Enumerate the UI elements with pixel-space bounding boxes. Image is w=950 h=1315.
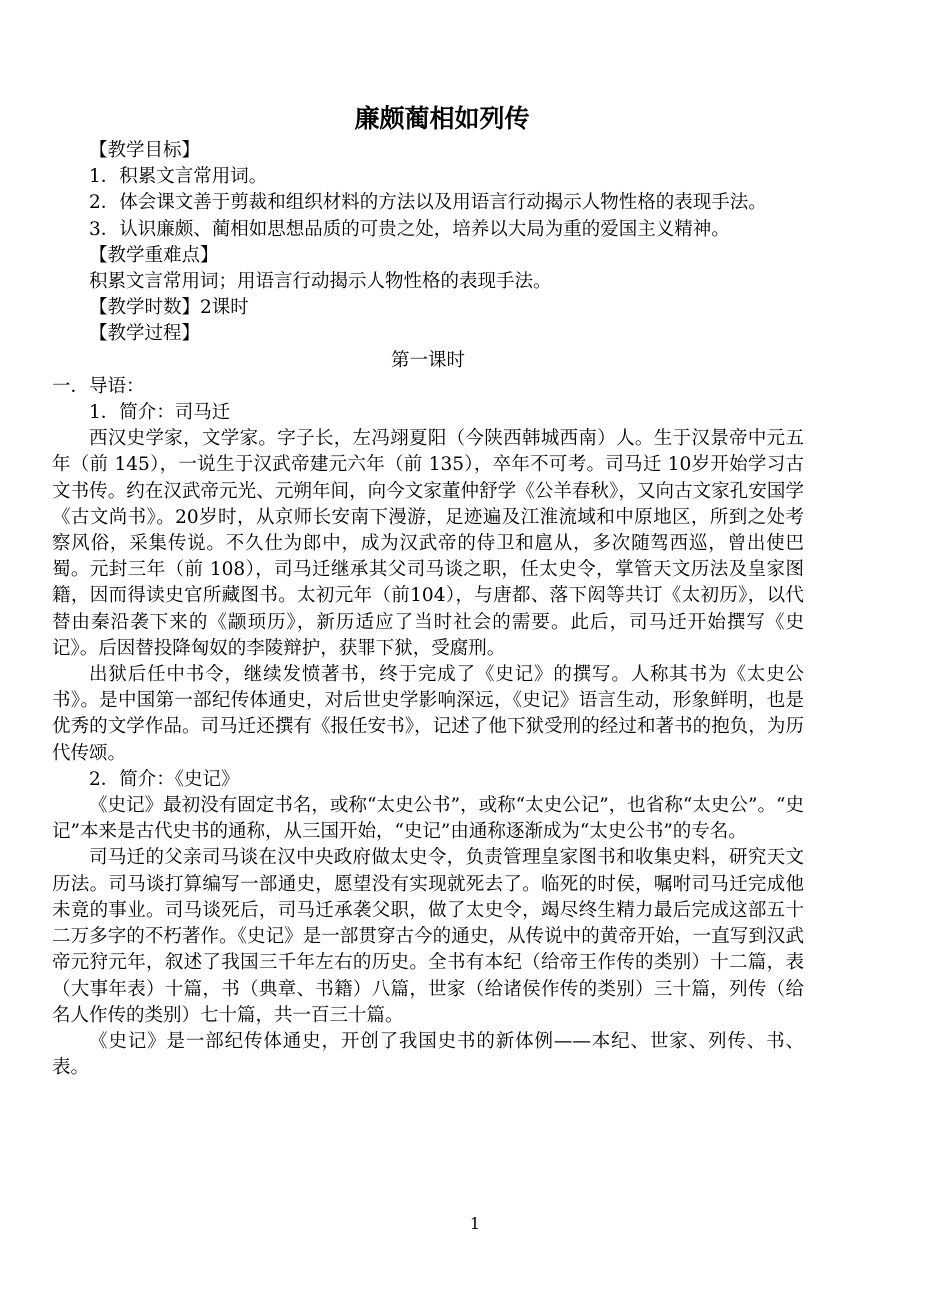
paragraph: 【教学时数】2课时 (89, 297, 249, 319)
paragraph: 《史记》最初没有固定书名，或称“太史公书”，或称“太史公记”，也省称“太史公”。“史记”本来是古代史书的通称，从三国开始，“史记”由通称逐渐成为“太史公书”的专名。 (52, 795, 804, 843)
paragraph: 一．导语： (52, 375, 145, 397)
paragraph: 2．体会课文善于剪裁和组织材料的方法以及用语言行动揭示人物性格的表现手法。 (89, 192, 767, 214)
document-page (52, 100, 804, 1081)
paragraph: 【教学目标】 (89, 140, 201, 161)
paragraph: 1．积累文言常用词。 (89, 166, 268, 188)
paragraph: 1．简介：司马迁 (89, 402, 231, 424)
page-number: 1 (469, 1214, 481, 1233)
page-title: 廉颇蔺相如列传 (354, 104, 530, 133)
paragraph: 西汉史学家，文学家。字子长，左冯翊夏阳（今陕西韩城西南）人。生于汉景帝中元五年（前 145），一说生于汉武帝建元六年（前 135），卒年不可考。司马迁 10岁开始学习古文书传。约在汉武帝元光、元朔年间，向今文家董仲舒学《公羊春秋》，又向古文家孔安国学《古文尚书》。20岁时，从京师长安南下漫游，足迹遍及江淮流域和中原地区，所到之处考察风俗，采集传说。不久仕为郎中，成为汉武帝的侍卫和扈从，多次随驾西巡，曾出使巴蜀。元封三年（前 108），司马迁继承其父司马谈之职，任太史令，掌管天文历法及皇家图籍，因而得读史官所藏图书。太初元年（前104），与唐都、落下闳等共订《太初历》，以代替由秦沿袭下来的《颛顼历》，新历适应了当时社会的需要。此后，司马迁开始撰写《史记》。后因替投降匈奴的李陵辩护，获罪下狱，受腐刑。 (52, 428, 804, 659)
paragraph: 积累文言常用词；用语言行动揭示人物性格的表现手法。 (89, 271, 552, 293)
document-body (52, 138, 804, 1081)
paragraph: 出狱后任中书令，继续发愤著书，终于完成了《史记》的撰写。人称其书为《太史公书》。是中国第一部纪传体通史，对后世史学影响深远，《史记》语言生动，形象鲜明，也是优秀的文学作品。司马迁还撰有《报任安书》，记述了他下狱受刑的经过和著书的抱负，为历代传颂。 (52, 664, 804, 764)
paragraph: 3．认识廉颇、蔺相如思想品质的可贵之处，培养以大局为重的爱国主义精神。 (89, 218, 730, 240)
section-heading: 第一课时 (390, 349, 465, 371)
paragraph: 2．简介：《史记》 (89, 768, 240, 790)
paragraph: 《史记》是一部纪传体通史，开创了我国史书的新体例——本纪、世家、列传、书、表。 (52, 1030, 804, 1079)
paragraph: 司马迁的父亲司马谈在汉中央政府做太史令，负责管理皇家图书和收集史料，研究天文历法。司马谈打算编写一部通史，愿望没有实现就死去了。临死的时侯，嘱咐司马迁完成他未竟的事业。司马谈死后，司马迁承袭父职，做了太史令，竭尽终生精力最后完成这部五十二万多字的不朽著作。《史记》是一部贯穿古今的通史，从传说中的黄帝开始，一直写到汉武帝元狩元年，叙述了我国三千年左右的历史。全书有本纪（给帝王作传的类别）十二篇，表（大事年表）十篇，书（典章、书籍）八篇，世家（给诸侯作传的类别）三十篇，列传（给名人作传的类别）七十篇，共一百三十篇。 (52, 847, 804, 1026)
paragraph: 【教学过程】 (89, 323, 201, 345)
paragraph: 【教学重难点】 (89, 244, 219, 266)
